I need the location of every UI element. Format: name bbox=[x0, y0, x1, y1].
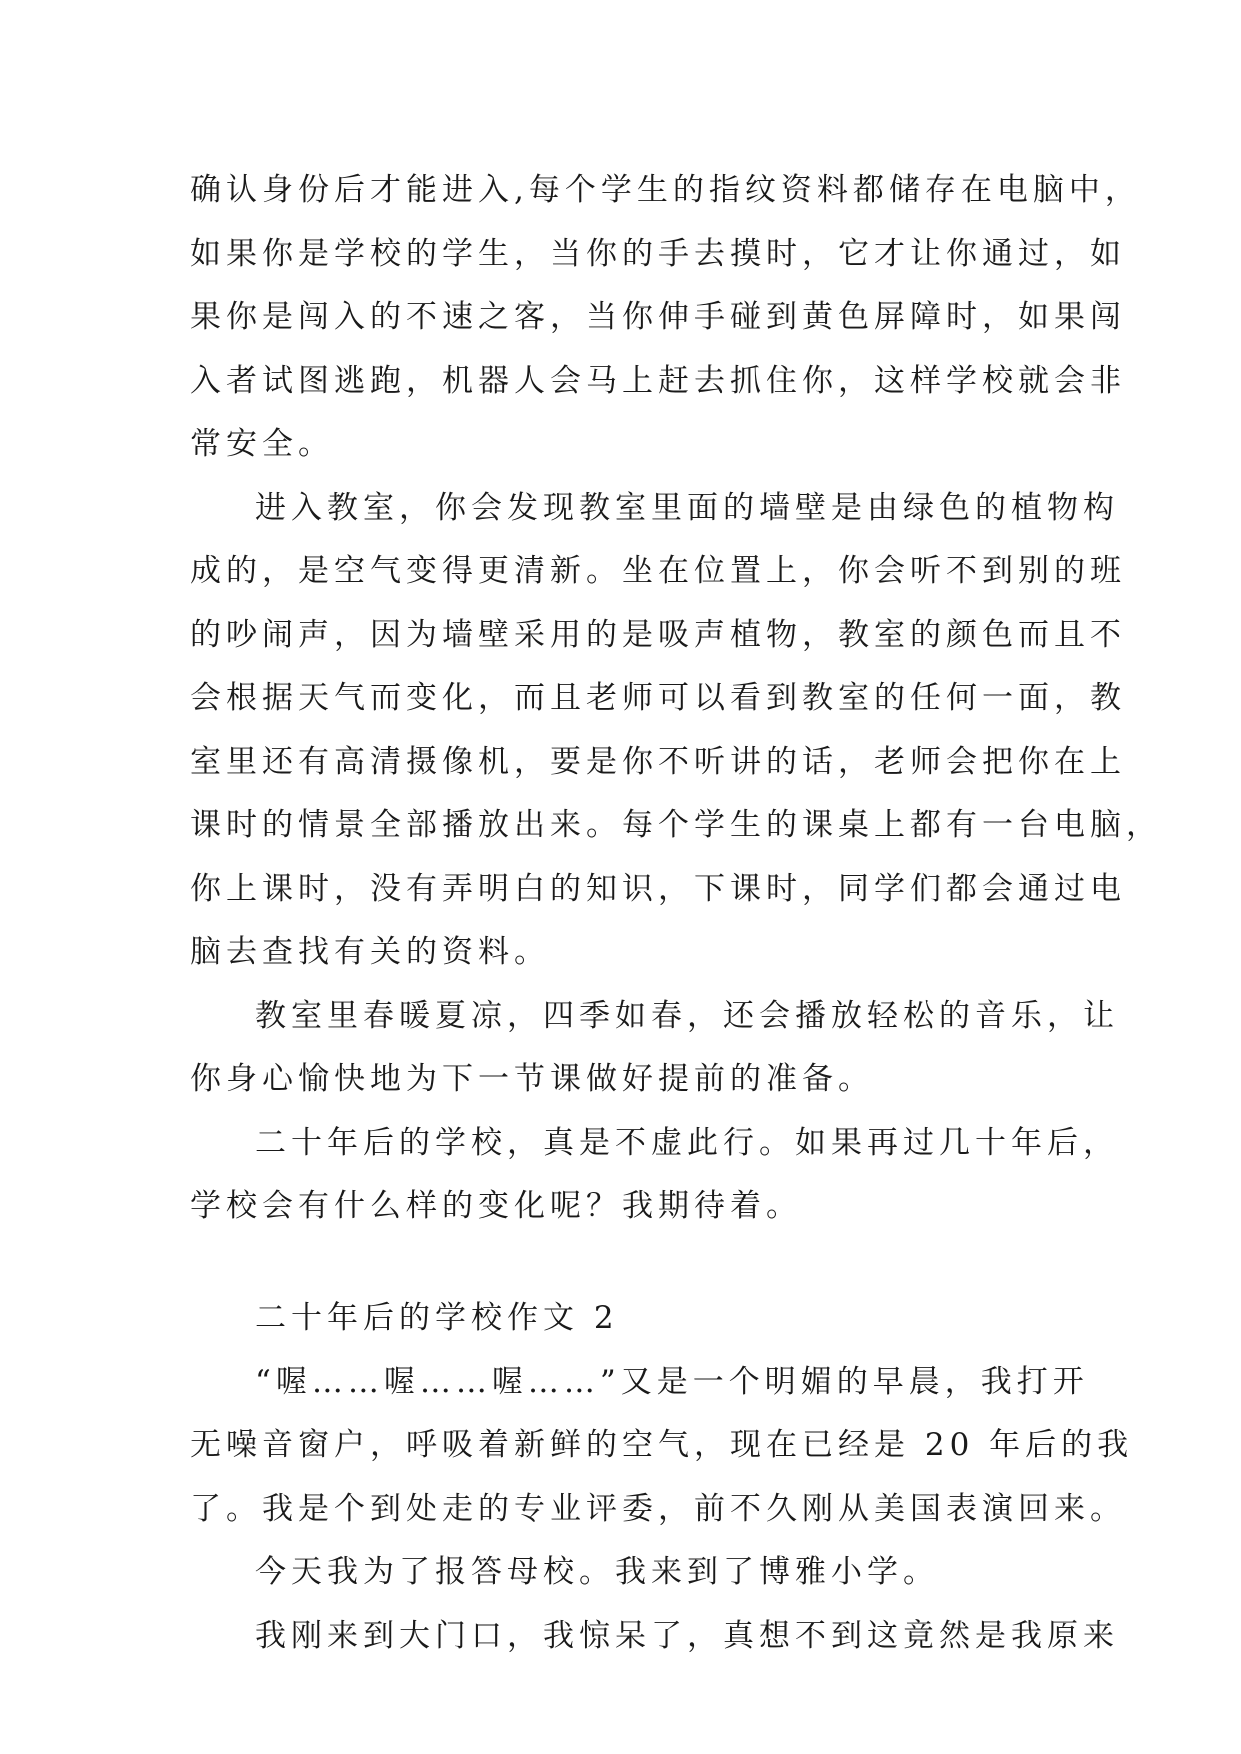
paragraph-line: 果你是闯入的不速之客，当你伸手碰到黄色屏障时，如果闯 bbox=[190, 299, 1126, 335]
paragraph-line: 室里还有高清摄像机，要是你不听讲的话，老师会把你在上 bbox=[190, 744, 1126, 780]
paragraph-line: 进入教室，你会发现教室里面的墙壁是由绿色的植物构 bbox=[255, 490, 1119, 526]
paragraph-line: 确认身份后才能进入,每个学生的指纹资料都储存在电脑中， bbox=[190, 172, 1141, 208]
paragraph-line: 无噪音窗户，呼吸着新鲜的空气，现在已经是 20 年后的我 bbox=[190, 1427, 1134, 1463]
paragraph-line: 我刚来到大门口，我惊呆了，真想不到这竟然是我原来 bbox=[255, 1618, 1119, 1654]
paragraph-line: 教室里春暖夏凉，四季如春，还会播放轻松的音乐，让 bbox=[255, 998, 1119, 1034]
paragraph-line: 了。我是个到处走的专业评委，前不久刚从美国表演回来。 bbox=[190, 1491, 1126, 1527]
paragraph-line: 你上课时，没有弄明白的知识，下课时，同学们都会通过电 bbox=[190, 871, 1126, 907]
paragraph-line: 课时的情景全部播放出来。每个学生的课桌上都有一台电脑， bbox=[190, 807, 1162, 843]
paragraph-line: 的吵闹声，因为墙壁采用的是吸声植物，教室的颜色而且不 bbox=[190, 617, 1126, 653]
paragraph-line: 成的，是空气变得更清新。坐在位置上，你会听不到别的班 bbox=[190, 553, 1126, 589]
paragraph-line: 你身心愉快地为下一节课做好提前的准备。 bbox=[190, 1061, 874, 1097]
paragraph-line: 今天我为了报答母校。我来到了博雅小学。 bbox=[255, 1554, 939, 1590]
paragraph-line: 会根据天气而变化，而且老师可以看到教室的任何一面，教 bbox=[190, 680, 1126, 716]
paragraph-line: 二十年后的学校，真是不虚此行。如果再过几十年后， bbox=[255, 1125, 1119, 1161]
paragraph-line: 如果你是学校的学生，当你的手去摸时，它才让你通过，如 bbox=[190, 236, 1126, 272]
paragraph-line: “喔……喔……喔……”又是一个明媚的早晨，我打开 bbox=[255, 1364, 1089, 1400]
paragraph-line: 学校会有什么样的变化呢？我期待着。 bbox=[190, 1188, 802, 1224]
paragraph-line: 常安全。 bbox=[190, 426, 334, 462]
paragraph-line: 脑去查找有关的资料。 bbox=[190, 934, 550, 970]
paragraph-line: 入者试图逃跑，机器人会马上赶去抓住你，这样学校就会非 bbox=[190, 363, 1126, 399]
section-heading: 二十年后的学校作文 2 bbox=[255, 1300, 619, 1336]
